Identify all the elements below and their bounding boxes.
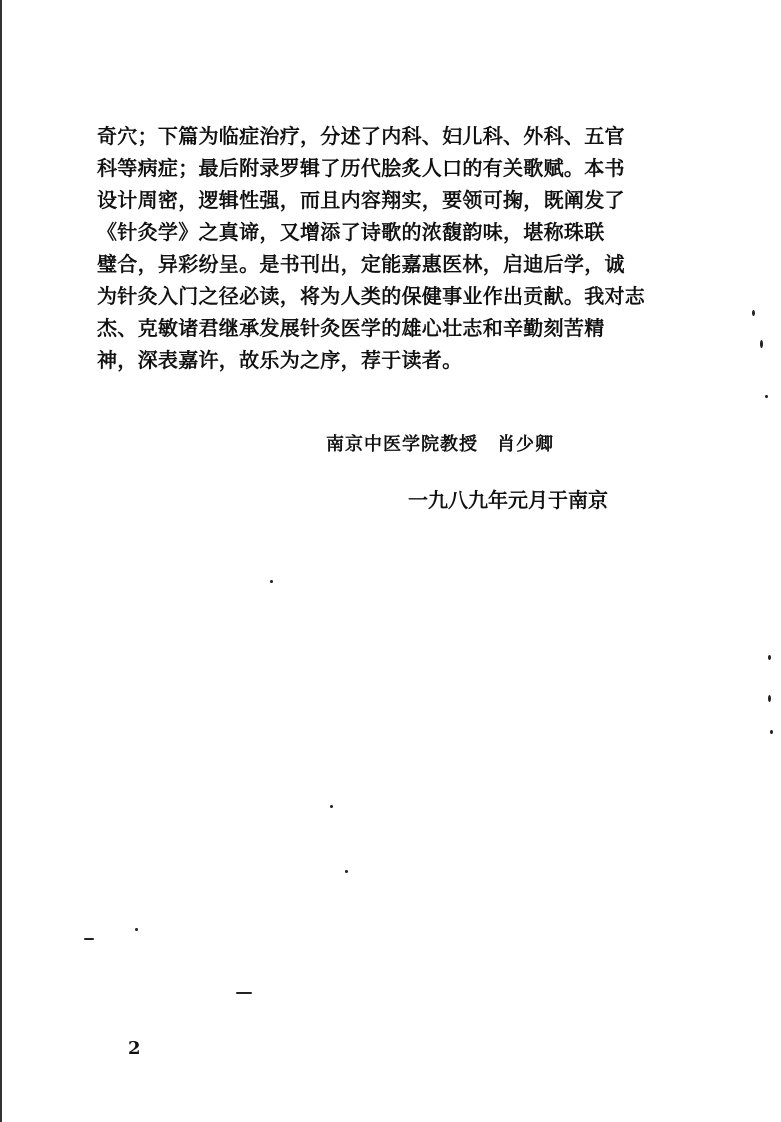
- body-line-6: 为针灸入门之径必读，将为人类的保健事业作出贡献。我对志: [97, 284, 646, 308]
- scan-speck: [770, 730, 773, 734]
- body-line-8: 神，深表嘉许，故乐为之序，荐于读者。: [97, 348, 463, 372]
- scan-speck: [270, 580, 273, 583]
- scan-speck: [768, 695, 771, 702]
- scan-speck: [752, 310, 755, 316]
- body-line-7: 杰、克敏诸君继承发展针灸医学的雄心壮志和辛勤刻苦精: [97, 316, 605, 340]
- scan-speck: [330, 805, 333, 808]
- preface-body: [97, 120, 697, 376]
- scan-speck: [135, 928, 138, 931]
- page-number: 2: [128, 1038, 141, 1059]
- scan-speck: [236, 992, 252, 994]
- scan-speck: [765, 395, 768, 398]
- scan-speck: [768, 655, 771, 660]
- author-signature: 南京中医学院教授 肖少卿: [326, 434, 554, 455]
- page-left-edge: [0, 0, 2, 1122]
- body-line-5: 璧合，异彩纷呈。是书刊出，定能嘉惠医林，启迪后学，诚: [97, 252, 625, 276]
- body-line-3: 设计周密，逻辑性强，而且内容翔实，要领可掬，既阐发了: [97, 188, 625, 212]
- scan-speck: [345, 870, 348, 873]
- body-line-1: 奇穴；下篇为临症治疗，分述了内科、妇儿科、外科、五官: [97, 124, 625, 148]
- scan-speck: [760, 340, 763, 348]
- scan-speck: [84, 938, 94, 940]
- body-line-2: 科等病症；最后附录罗辑了历代脍炙人口的有关歌赋。本书: [97, 156, 625, 180]
- body-line-4: 《针灸学》之真谛，又增添了诗歌的浓馥韵味，堪称珠联: [97, 220, 605, 244]
- date-line: 一九八九年元月于南京: [408, 488, 608, 512]
